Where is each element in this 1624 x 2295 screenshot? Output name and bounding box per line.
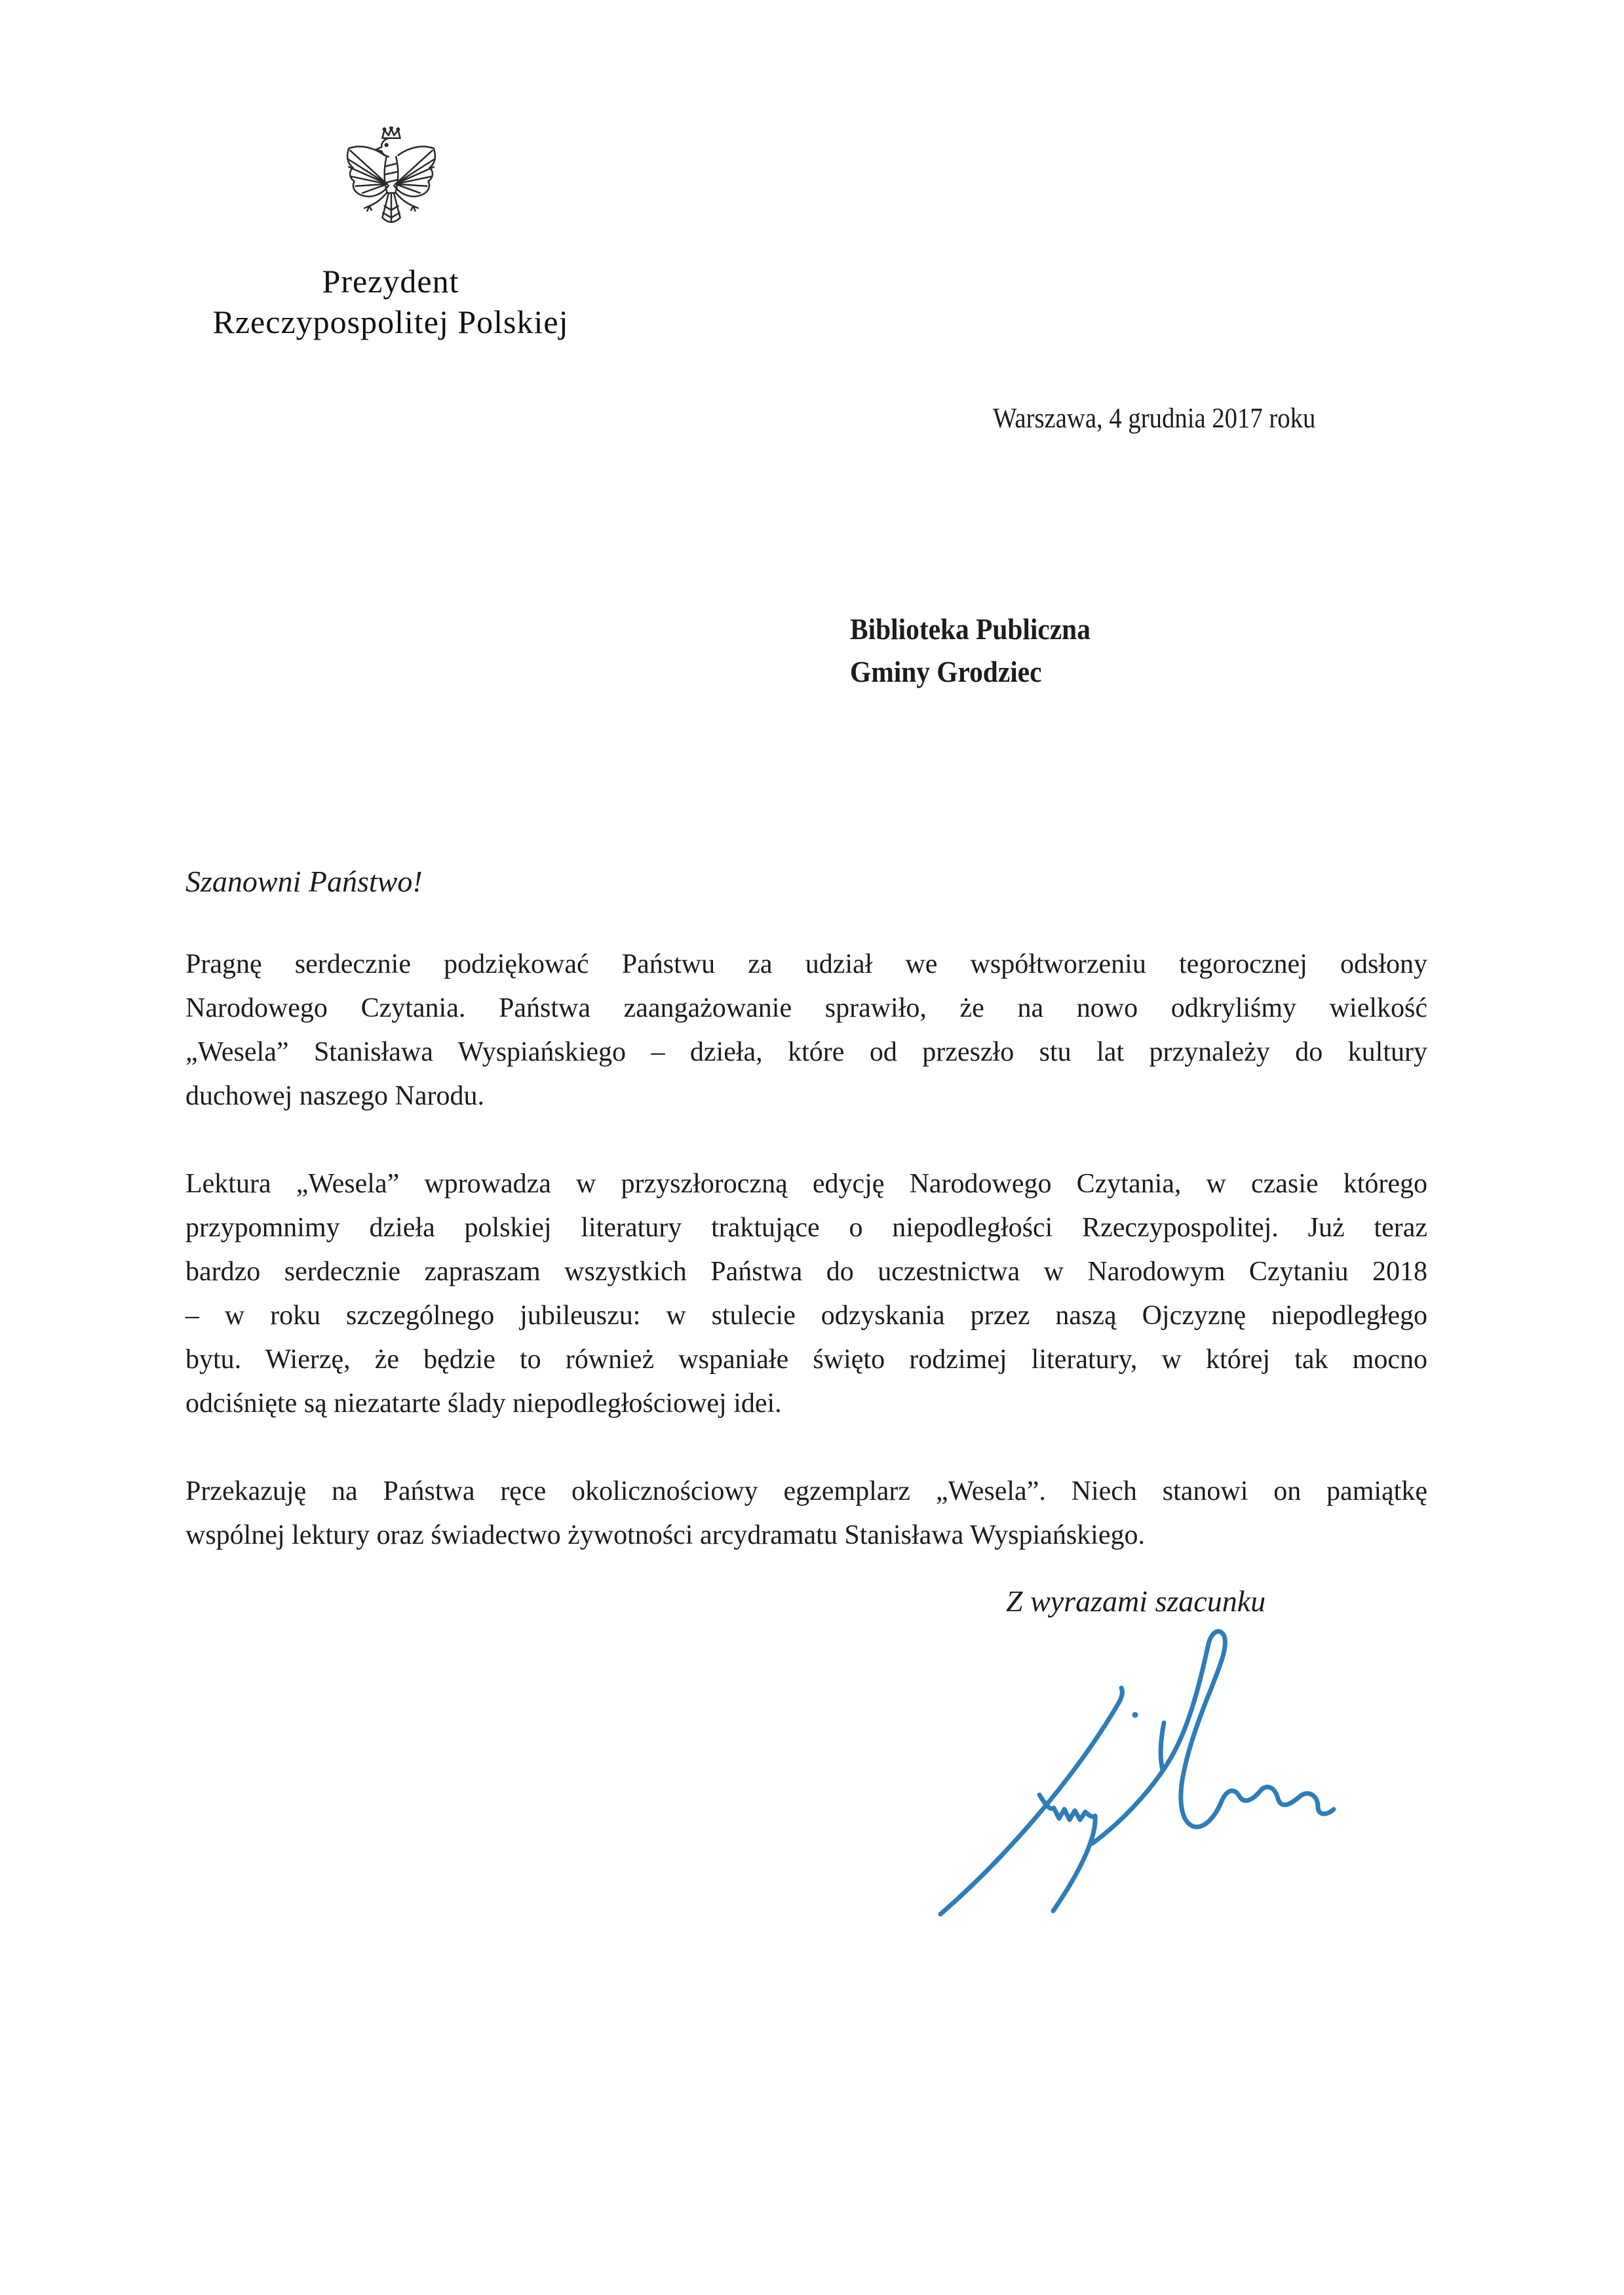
recipient-block xyxy=(850,608,1091,694)
paragraph-line: bytu. Wierzę, że będzie to również wspaniałe święto rodzimej literatury, w której tak mocno xyxy=(185,1344,1427,1375)
paragraph-line: Lektura „Wesela” wprowadza w przyszłoroczną edycję Narodowego Czytania, w czasie którego xyxy=(185,1169,1427,1199)
paragraph-line: odciśnięte są niezatarte ślady niepodległościowej idei. xyxy=(185,1388,782,1419)
recipient-name-line2: Gminy Grodziec xyxy=(850,656,1042,688)
letterhead-title-line2: Rzeczypospolitej Polskiej xyxy=(212,304,569,340)
letter-body-paragraphs xyxy=(185,943,1427,1558)
paragraph-line: Narodowego Czytania. Państwa zaangażowanie sprawiło, że na nowo odkryliśmy wielkość xyxy=(185,993,1427,1023)
paragraph xyxy=(185,1162,1427,1426)
paragraph-line: Przekazuję na Państwa ręce okolicznościowy egzemplarz „Wesela”. Niech stanowi on pamiątkę xyxy=(185,1476,1427,1506)
recipient-name-line1: Biblioteka Publiczna xyxy=(850,613,1091,646)
paragraph-line: przypomnimy dzieła polskiej literatury traktujące o niepodległości Rzeczypospolitej. Już teraz xyxy=(185,1213,1427,1243)
paragraph-line: Pragnę serdecznie podziękować Państwu za udział we współtworzeniu tegorocznej odsłony xyxy=(185,949,1427,979)
paragraph xyxy=(185,1470,1427,1558)
dateline: Warszawa, 4 grudnia 2017 roku xyxy=(993,403,1316,434)
paragraph-line: – w roku szczególnego jubileuszu: w stulecie odzyskania przez naszą Ojczyznę niepodległego xyxy=(185,1301,1427,1331)
letterhead-title-line1: Prezydent xyxy=(322,263,459,300)
paragraph xyxy=(185,943,1427,1118)
closing-phrase: Z wyrazami szacunku xyxy=(1006,1584,1266,1618)
polish-eagle-emblem-icon xyxy=(343,127,440,233)
paragraph-line: „Wesela” Stanisława Wyspiańskiego – dzieła, które od przeszło stu lat przynależy do kultury xyxy=(185,1037,1427,1067)
paragraph-line: bardzo serdecznie zapraszam wszystkich Państwa do uczestnictwa w Narodowym Czytaniu 2018 xyxy=(185,1257,1427,1287)
paragraph-line: duchowej naszego Narodu. xyxy=(185,1081,485,1111)
paragraph-line: wspólnej lektury oraz świadectwo żywotności arcydramatu Stanisława Wyspiańskiego. xyxy=(185,1520,1145,1550)
signature xyxy=(904,1624,1376,1932)
letterhead xyxy=(83,261,699,342)
salutation: Szanowni Państwo! xyxy=(185,865,423,898)
